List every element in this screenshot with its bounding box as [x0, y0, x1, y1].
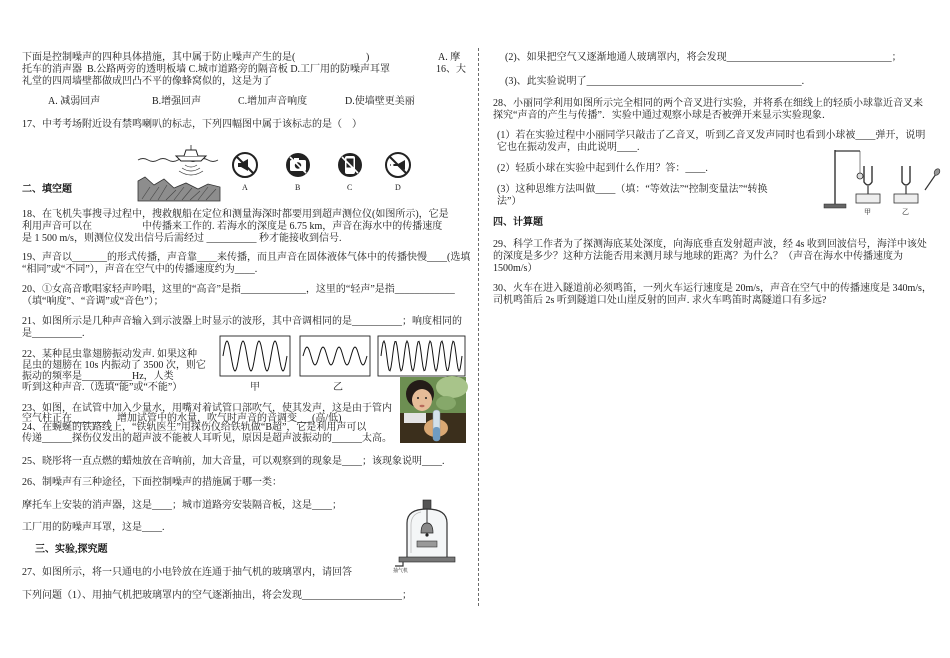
q21-line-2: 是__________.	[22, 328, 85, 339]
q18-line-3: 是 1 500 m/s，则测位仪发出信号后需经过 __________ 秒才能接收到信号.	[22, 233, 342, 244]
q15-paren-close: )	[366, 52, 370, 63]
q23-line-1: 23、如图，在试管中加入少量水，用嘴对着试管口部吹气，使其发声，这是由于管内	[22, 403, 392, 414]
q22-line-2: 昆虫的翅膀在 10s 内振动了 3500 次，则它	[22, 360, 206, 371]
q15-option-a-start: A. 摩	[438, 52, 461, 63]
q27-part-3: (3)、此实验说明了___________________________________________.	[505, 76, 805, 87]
q21-line-1: 21、如图所示是几种声音输入到示波器上时显示的波形，其中音调相同的是__________；响度相同的	[22, 316, 462, 327]
q20-line-1: 20、①女高音歌唱家轻声吟唱，这里的“高音”是指_____________，这里的“轻声”是指____________	[22, 284, 455, 295]
section-title-fill-in: 二、填空题	[22, 184, 72, 195]
q16-option-d: D.使墙壁更美丽	[345, 96, 415, 107]
q28-line-1: 28、小丽同学利用如图所示完全相同的两个音叉进行实验，并将系在细线上的轻质小球靠近音叉来	[493, 98, 923, 109]
q16-stem-rest: 礼堂的四周墙壁都做成凹凸不平的像蜂窝似的，这是为了	[22, 76, 272, 87]
q28-part-1-line-1: (1）若在实验过程中小丽同学只敲击了乙音叉，听到乙音叉发声同时也看到小球被____弹开，说明	[497, 130, 926, 141]
q24-line-2: 传递______探伤仪发出的超声波不能被人耳听见，原因是超声波振动的______太高。	[22, 433, 392, 444]
q16-stem-start: 16、大	[436, 64, 466, 75]
q30-line-2: 司机鸣笛后 2s 听到隧道口处山崖反射的回声. 求火车鸣笛时离隧道口有多远?	[493, 295, 827, 306]
q18-line-2: 利用声音可以在 中传播来工作的. 若海水的深度是 6.75 km，声音在海水中的传播速度	[22, 221, 443, 232]
no-horn-sign-icon	[233, 153, 257, 177]
q22-line-4: 听到这种声音.（选填“能”或“不能”）	[22, 382, 183, 393]
sign-label-c: C	[347, 183, 353, 192]
child-blowing-test-tube-photo	[400, 377, 466, 443]
bell-jar-pump-label: 抽气机	[393, 569, 409, 574]
q29-line-3: 1500m/s）	[493, 263, 538, 274]
q24-line-1: 24、在蜿蜒的铁路线上，“铁轨医生”用探伤仪给铁轨做“B超”，它是利用声可以	[22, 422, 367, 433]
q19-line-2: “相同”或“不同”），声音在空气中的传播速度约为____.	[22, 264, 258, 275]
light-ball	[857, 173, 863, 179]
q17-signs-figure	[228, 150, 413, 194]
q28-part-3-line-2: 法”）	[497, 196, 522, 207]
sign-label-b: B	[295, 183, 301, 192]
q15-options-rest: 托车的消声器 B.公路两旁的透明板墙 C.城市道路旁的隔音板 D.工厂用的防噪声耳罩	[22, 64, 391, 75]
sonar-ship-icon	[138, 143, 220, 203]
waveform-label-yi: 乙	[333, 382, 343, 393]
q26-line-2: 摩托车上安装的消声器，这是____；城市道路旁安装隔音板，这是____；	[22, 500, 342, 511]
q29-line-2: 的深度是多少？这种方法能否用来测月球与地球的距离？为什么？（声音在海水中传播速度为	[493, 251, 903, 262]
q26-line-3: 工厂用的防噪声耳罩，这是____.	[22, 522, 165, 533]
q15-stem: 下面是控制噪声的四种具体措施，其中属于防止噪声产生的是(	[22, 52, 296, 63]
tuning-fork-apparatus-icon	[822, 146, 942, 216]
oscilloscope-waveform-icon	[218, 334, 470, 378]
tuning-fork-jia	[864, 166, 872, 185]
q18-line-1: 18、在飞机失事搜寻过程中，搜救舰船在定位和测量海深时都要用到超声测位仪(如图所示)，它是	[22, 209, 449, 220]
waveform-label-jia: 甲	[250, 382, 260, 393]
q27-part-2: (2)、如果把空气又逐渐地通人玻璃罩内，将会发现_________________________________；	[505, 52, 902, 63]
q30-line-1: 30、火车在进入隧道前必须鸣笛，一列火车运行速度是 20m/s，声音在空气中的传播速度是 340m/s，	[493, 283, 932, 294]
q27-line-1: 27、如图所示，将一只通电的小电铃放在连通于抽气机的玻璃罩内，请回答	[22, 567, 352, 578]
q26-line-1: 26、制噪声有三种途径，下面控制噪声的措施属于哪一类：	[22, 477, 282, 488]
q28-part-3-line-1: (3）这种思维方法叫做____（填：“等效法”“控制变量法”“转换	[497, 184, 768, 195]
section-title-calculation: 四、计算题	[493, 217, 543, 228]
bell-jar-icon	[393, 497, 465, 573]
column-divider	[478, 48, 479, 606]
q16-option-a: A. 减弱回声	[48, 96, 101, 107]
q28-part-2: (2）轻质小球在实验中起到什么作用？答：____.	[497, 163, 708, 174]
q20-line-2: （填“响度”、“音调”或“音色”）；	[22, 296, 164, 307]
q19-line-1: 19、声音以_______的形式传播，声音靠____来传播，而且声音在固体液体气体中的传播快慢____(选填	[22, 252, 471, 263]
no-phone-sign-icon	[338, 153, 362, 177]
sign-label-d: D	[395, 183, 401, 192]
no-camera-sign-icon	[286, 153, 310, 177]
sign-label-a: A	[242, 183, 248, 192]
q16-option-b: B.增强回声	[152, 96, 202, 107]
q28-line-2: 探究“声音的产生与传播”．实验中通过观察小球是否被弹开来显示实验现象．	[493, 110, 832, 121]
mallet-handle	[925, 174, 936, 190]
q27-line-2: 下列问题（1）、用抽气机把玻璃罩内的空气逐渐抽出，将会发现____________________；	[22, 590, 412, 601]
q17-stem: 17、中考考场附近设有禁鸣喇叭的标志，下列四幅图中属于该标志的是（ ）	[22, 119, 362, 130]
q23-line-2: 空气柱正在_______，增加试管中的水量，吹气时声音的音调变___(高/低)	[22, 413, 342, 424]
fork-label-jia: 甲	[864, 208, 871, 216]
section-title-experiment: 三、实验,探究题	[35, 544, 108, 555]
no-trumpet-sign-icon	[386, 153, 410, 177]
q16-option-c: C.增加声音响度	[238, 96, 308, 107]
q22-line-1: 22、某种昆虫靠翅膀振动发声. 如果这种	[22, 349, 197, 360]
q28-part-1-line-2: 它也在振动发声，由此说明____.	[497, 142, 640, 153]
q25-line-1: 25、晓彤将一直点燃的蜡烛放在音响前，加大音量，可以观察到的现象是____；该现象说明____.	[22, 456, 445, 467]
fork-label-yi: 乙	[902, 208, 909, 216]
tuning-fork-yi	[902, 166, 910, 185]
q22-line-3: 振动的频率是__________Hz，人类	[22, 371, 174, 382]
q29-line-1: 29、科学工作者为了探测海底某处深度，向海底垂直发射超声波，经 4s 收到回波信号，海洋中该处	[493, 239, 927, 250]
